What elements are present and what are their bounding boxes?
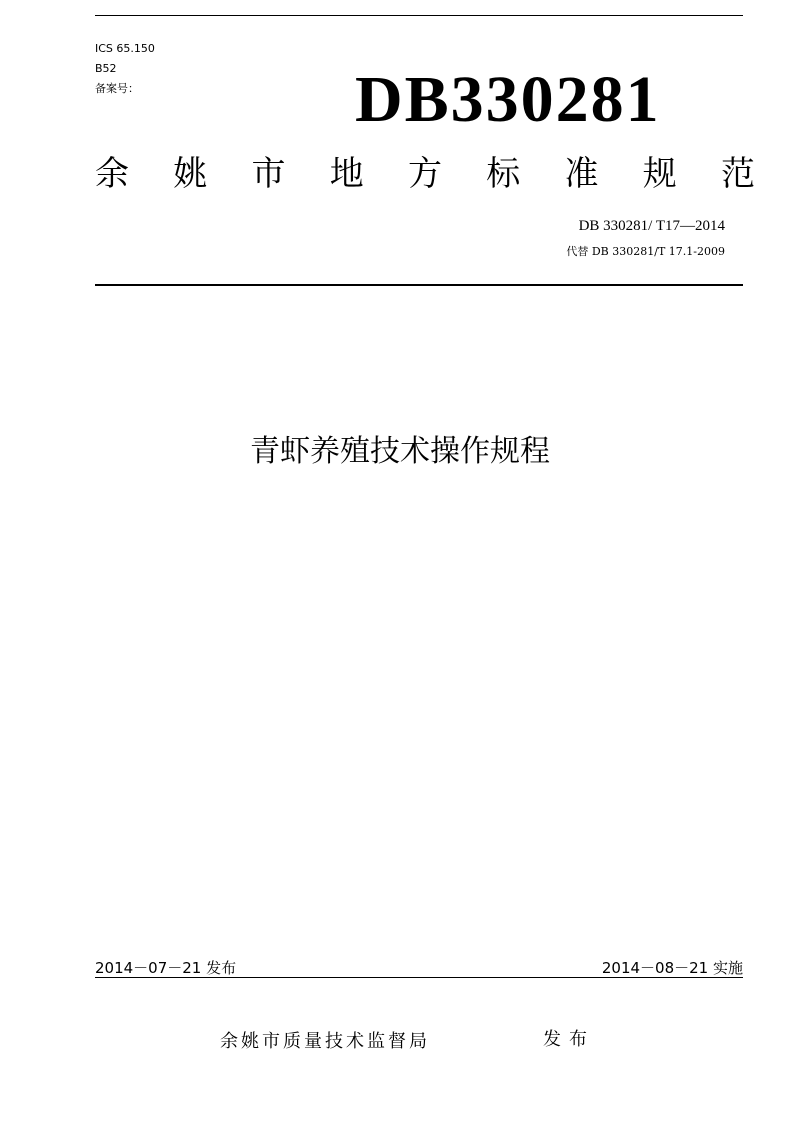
filing-number-label: 备案号： [95, 82, 139, 95]
header-rule [95, 284, 743, 286]
replaces-note: 代替 DB 330281/T 17.1-2009 [566, 245, 725, 258]
standard-number: DB 330281/ T17—2014 [578, 218, 725, 234]
top-rule [95, 15, 743, 16]
standard-type-char: 方 [408, 154, 442, 194]
standard-type-char: 地 [329, 154, 364, 194]
issue-date: 2014－07－21 发布 [95, 959, 237, 977]
standard-type-char: 姚 [173, 154, 208, 194]
publisher-action: 发布 [543, 1029, 595, 1050]
implementation-date: 2014－08－21 实施 [601, 959, 743, 977]
standard-type-char: 规 [642, 154, 677, 194]
standard-type-char: 范 [721, 154, 755, 194]
standard-type-char: 标 [486, 154, 521, 194]
footer-rule [95, 977, 743, 978]
ics-code: ICS 65.150 [95, 42, 155, 55]
document-title: 青虾养殖技术操作规程 [250, 434, 550, 469]
standard-type-heading [95, 152, 755, 196]
publisher-name: 余姚市质量技术监督局 [220, 1031, 430, 1052]
standard-type-char: 市 [251, 154, 286, 194]
classification-code: B52 [95, 62, 117, 75]
standard-code: DB330281 [355, 63, 661, 136]
standard-type-char: 余 [95, 154, 129, 194]
standard-type-char: 准 [564, 154, 599, 194]
